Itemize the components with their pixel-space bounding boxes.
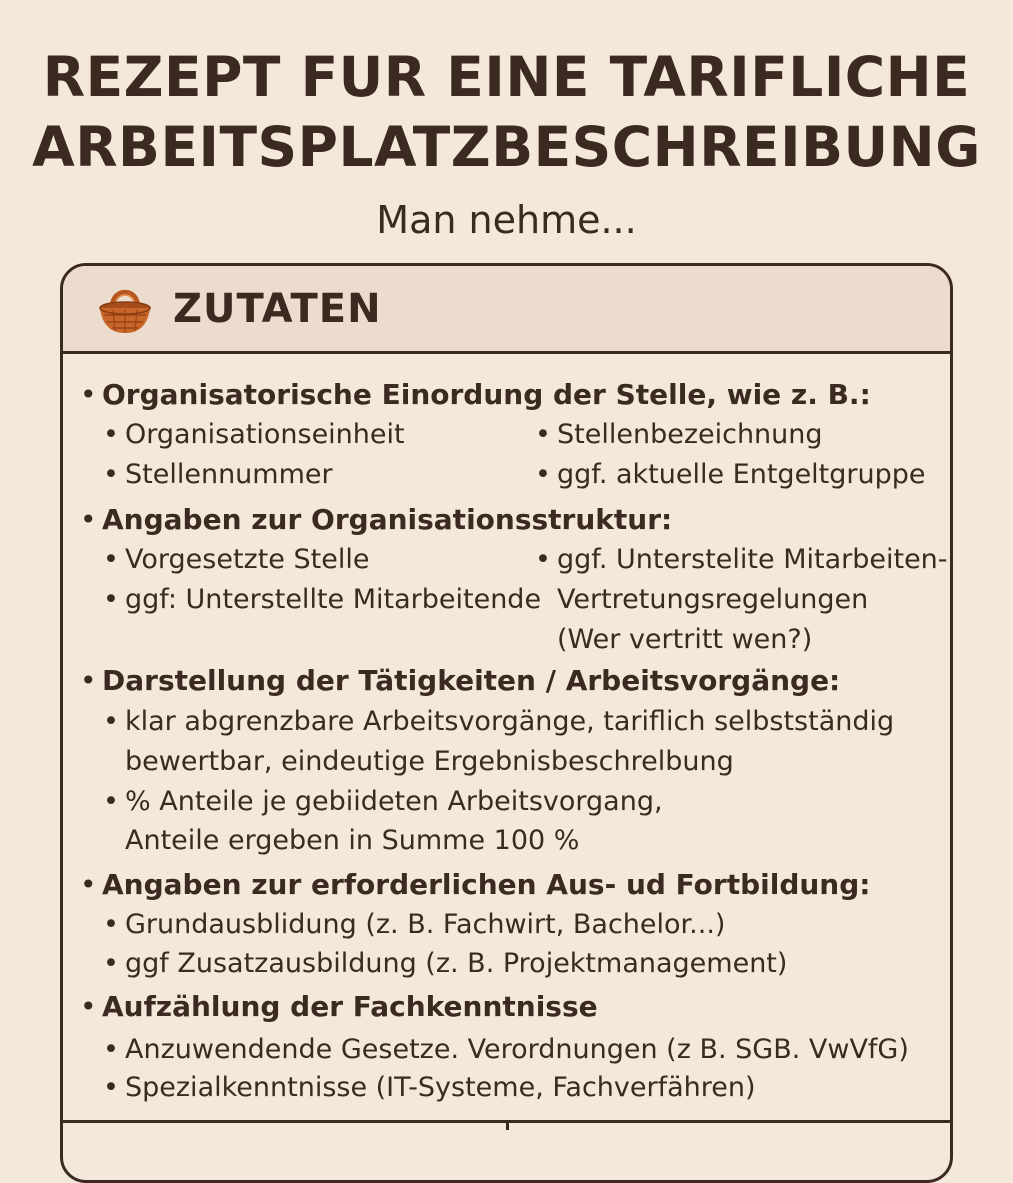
list-item: • Stellenbezeichnung: [535, 415, 823, 455]
list-item-continuation: (Wer vertritt wen?): [557, 624, 813, 655]
list-item: • Vorgesetzte Stelle: [103, 540, 369, 580]
basket-icon: [97, 281, 153, 337]
section-knowledge-title: • Aufzählung der Fachkenntnisse: [80, 987, 598, 1027]
list-item-continuation: Vertretungsregelungen: [557, 584, 869, 615]
list-item: • ggf. aktuelle Entgeltgruppe: [535, 455, 926, 495]
page-title: [0, 42, 1013, 182]
section-training-title: • Angaben zur erforderlichen Aus- ud Fortbildung:: [80, 865, 870, 905]
section-structure-title: • Angaben zur Organisationsstruktur:: [80, 500, 672, 540]
list-item-continuation: Anteile ergeben in Summe 100 %: [125, 825, 580, 856]
list-item-continuation: bewertbar, eindeutige Ergebnisbeschrelbung: [125, 746, 734, 777]
ingredients-card: [60, 263, 953, 1183]
list-item: • % Anteile je gebiideten Arbeitsvorgang,: [103, 782, 663, 822]
list-item: • Organisationseinheit: [103, 415, 405, 455]
list-item: • Spezialkenntnisse (IT-Systeme, Fachverfähren): [103, 1068, 756, 1108]
ingredients-heading: ZUTATEN: [173, 285, 382, 332]
list-item: • klar abgrenzbare Arbeitsvorgänge, tariflich selbstständig: [103, 702, 894, 742]
card-column-divider: [506, 1120, 509, 1130]
ingredients-card-header: [63, 266, 950, 354]
list-item: • ggf Zusatzausbildung (z. B. Projektmanagement): [103, 944, 787, 984]
list-item: • Anzuwendende Gesetze. Verordnungen (z B. SGB. VwVfG): [103, 1030, 909, 1070]
page-title-line-2: ARBEITSPLATZBESCHREIBUNG: [32, 115, 981, 179]
page-title-line-1: REZEPT FUR EINE TARIFLICHE: [42, 45, 971, 109]
list-item: • ggf: Unterstellte Mitarbeitende: [103, 580, 541, 620]
list-item: • ggf. Unterstelite Mitarbeiten-: [535, 540, 948, 580]
list-item: • Grundausblidung (z. B. Fachwirt, Bachelor...): [103, 905, 725, 945]
section-org-title: • Organisatorische Einordung der Stelle, wie z. B.:: [80, 375, 871, 415]
list-item: • Stellennummer: [103, 455, 333, 495]
section-tasks-title: • Darstellung der Tätigkeiten / Arbeitsvorgänge:: [80, 661, 840, 701]
page-subtitle: Man nehme...: [376, 198, 637, 242]
